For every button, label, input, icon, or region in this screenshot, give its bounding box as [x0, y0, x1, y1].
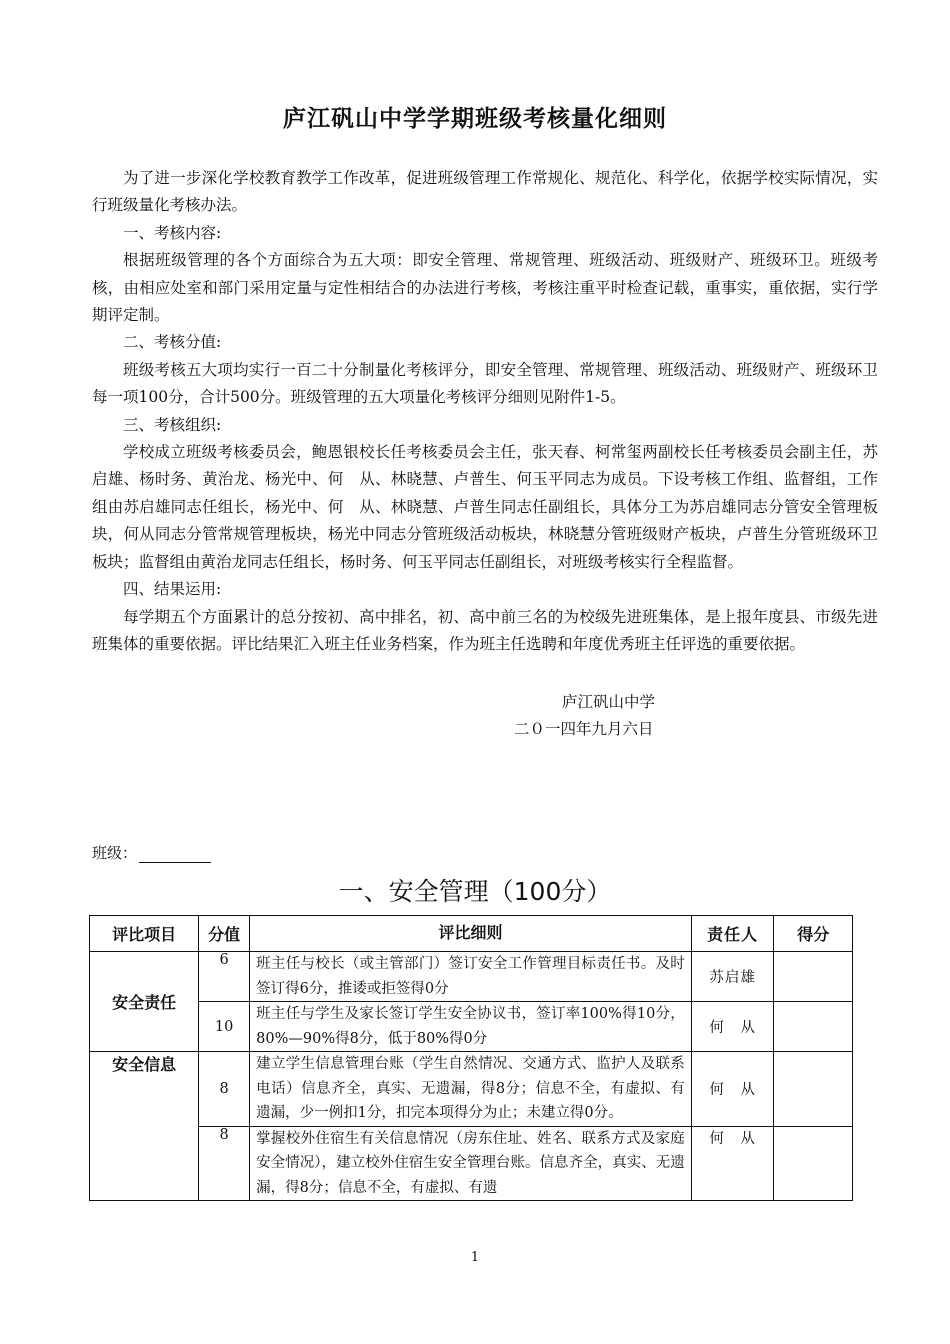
- row-got-cell: [774, 1002, 853, 1052]
- section-title: 一、安全管理（100分）: [338, 877, 612, 906]
- row-score: 8: [199, 1126, 250, 1201]
- class-label: 班级：: [92, 844, 138, 862]
- table-row: [90, 1052, 853, 1127]
- class-blank-line: [139, 846, 211, 863]
- header-item: 评比项目: [90, 916, 199, 952]
- row-score: 8: [199, 1052, 250, 1127]
- group-safety-info: 安全信息: [90, 1052, 199, 1201]
- row-score: 10: [199, 1002, 250, 1052]
- document-title: 庐江矾山中学学期班级考核量化细则: [283, 106, 667, 132]
- page-number: 1: [470, 1250, 480, 1265]
- header-person: 责任人: [691, 916, 774, 952]
- table-row: [90, 1002, 853, 1052]
- table-row: [90, 952, 853, 1002]
- section-heading-score: 二、考核分值:: [123, 333, 222, 352]
- header-score: 分值: [199, 916, 250, 952]
- row-got-cell: [774, 1052, 853, 1127]
- content-paragraph: 根据班级管理的各个方面综合为五大项：即安全管理、常规管理、班级活动、班级财产、班级环卫。班级考核，由相应处室和部门采用定量与定性相结合的办法进行考核，考核注重平时检查记载，重事实，重依据，实行学期评定制。: [92, 251, 878, 325]
- signature-school: 庐江矾山中学: [562, 693, 656, 711]
- header-got: 得分: [774, 916, 853, 952]
- group-safety-responsibility: 安全责任: [90, 952, 199, 1052]
- row-detail: 班主任与校长（或主管部门）签订安全工作管理目标责任书。及时签订得6分，推诿或拒签得0分: [250, 952, 692, 1002]
- row-score: 6: [199, 952, 250, 1002]
- safety-score-table: [89, 915, 853, 1201]
- section-heading-content: 一、考核内容:: [123, 223, 222, 242]
- section-heading-organization: 三、考核组织:: [123, 415, 222, 434]
- row-person: 苏启雄: [691, 952, 774, 1002]
- row-detail: 建立学生信息管理台账（学生自然情况、交通方式、监护人及联系电话）信息齐全，真实、无遗漏，得8分；信息不全，有虚拟、有遗漏，少一例扣1分，扣完本项得分为止；未建立得0分。: [250, 1052, 692, 1127]
- signature-date: 二０一四年九月六日: [514, 720, 654, 738]
- results-paragraph: 每学期五个方面累计的总分按初、高中排名，初、高中前三名的为校级先进班集体，是上报年度县、市级先进班集体的重要依据。评比结果汇入班主任业务档案，作为班主任选聘和年度优秀班主任评选的重要依据。: [92, 607, 878, 653]
- table-row: [90, 1126, 853, 1201]
- row-person: 何 从: [691, 1052, 774, 1127]
- row-detail: 掌握校外住宿生有关信息情况（房东住址、姓名、联系方式及家庭安全情况），建立校外住宿生安全管理台账。信息齐全，真实、无遗漏，得8分；信息不全，有虚拟、有遗: [250, 1126, 692, 1201]
- score-paragraph: 班级考核五大项均实行一百二十分制量化考核评分，即安全管理、常规管理、班级活动、班级财产、班级环卫每一项100分，合计500分。班级管理的五大项量化考核评分细则见附件1-5。: [92, 360, 878, 407]
- intro-paragraph: 为了进一步深化学校教育教学工作改革，促进班级管理工作常规化、规范化、科学化，依据学校实际情况，实行班级量化考核办法。: [92, 169, 878, 215]
- row-person: 何 从: [691, 1126, 774, 1201]
- row-detail: 班主任与学生及家长签订学生安全协议书，签订率100%得10分，80%—90%得8分，低于80%得0分: [250, 1002, 692, 1052]
- section-heading-results: 四、结果运用:: [123, 580, 222, 599]
- organization-paragraph: 学校成立班级考核委员会，鲍恩银校长任考核委员会主任，张天春、柯常玺两副校长任考核委员会副主任，苏启雄、杨时务、黄治龙、杨光中、何 从、林晓慧、卢普生、何玉平同志为成员。下设考核工作组、监督组，工作组由苏启雄同志任组长，杨光中、何 从、林晓慧、卢普生同志任副组长，具体分工为苏启雄同志分管安全管理板块，何从同志分管常规管理板块，杨光中同志分管班级活动板块，林晓慧分管班级财产板块，卢普生分管班级环卫板块；监督组由黄治龙同志任组长，杨时务、何玉平同志任副组长，对班级考核实行全程监督。: [92, 443, 878, 571]
- header-detail: 评比细则: [250, 916, 692, 952]
- row-got-cell: [774, 952, 853, 1002]
- class-field: [92, 842, 211, 863]
- document-body: [92, 165, 878, 658]
- table-header-row: [90, 916, 853, 952]
- row-got-cell: [774, 1126, 853, 1201]
- row-person: 何 从: [691, 1002, 774, 1052]
